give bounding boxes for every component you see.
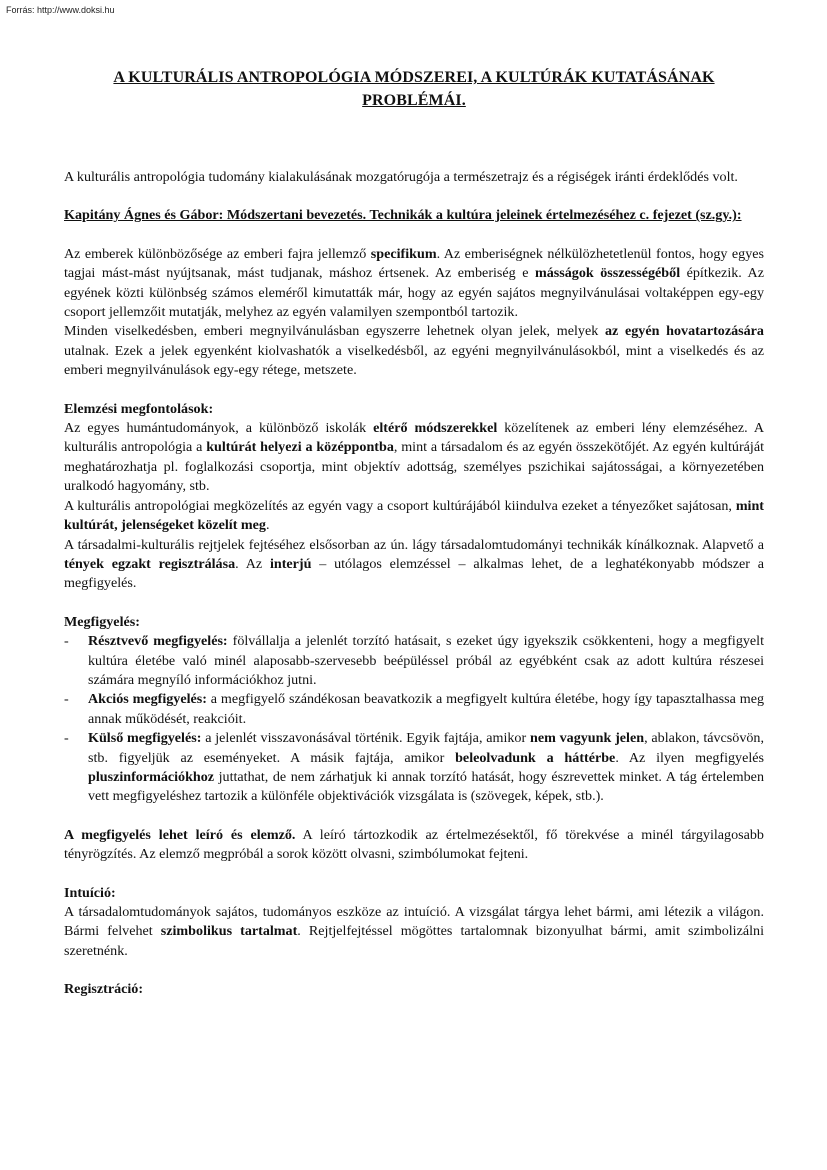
text-run: A társadalmi-kulturális rejtjelek fejtéséhez elsősorban az ún. lágy társadalomtudományi technikák kínálkoznak. Alapvető a <box>64 536 764 553</box>
paragraph-elemzesi-1 <box>64 419 764 497</box>
title-line-2: PROBLÉMÁI. <box>362 92 466 109</box>
dash-bullet: - <box>64 730 69 747</box>
text-run: . Az <box>235 555 270 572</box>
spacer <box>64 381 764 400</box>
paragraph-hovatartozas <box>64 322 764 380</box>
bold-run: kultúrát helyezi a középpontba <box>206 439 394 456</box>
text-run: , ablakon, távcsövön, stb. figyeljük az eseményeket. A másik fajtája, amikor <box>88 730 764 766</box>
intro-paragraph: A kulturális antropológia tudomány kialakulásának mozgatórugója a természetrajz és a régiségek iránti érdeklődés volt. <box>64 169 738 185</box>
bold-run: pluszinformációkhoz <box>88 768 215 785</box>
bold-run: tények egzakt regisztrálása <box>64 555 236 572</box>
bold-run: Résztvevő megfigyelés: <box>88 633 228 650</box>
text-run: , mint a társadalom és az egyén összekötőjét. Az egyén kultúráját meghatározhatja pl. foglalkozási csoportja, mint objektív adottság, személyes pszichikai sajátosságai, a környezetében uralkodó hagyomány, stb. <box>64 439 764 495</box>
bold-run: mint kultúrát, jelenségeket közelít meg <box>64 497 764 534</box>
text-run: utalnak. Ezek a jelek egyenként kiolvashatók a viselkedésből, az egyéni megnyilvánulásokból, mint a viselkedés és az emberi megnyilvánulások egy-egy rétege, metszete. <box>64 342 764 379</box>
text-run: A társadalomtudományok sajátos, tudományos eszköze az intuíció. A vizsgálat tárgya lehet bármi, ami létezik a világon. Bármi felvehet <box>64 904 764 940</box>
heading-regisztracio: Regisztráció: <box>64 981 144 998</box>
heading-megfigyeles: Megfigyelés: <box>64 613 140 630</box>
list-item <box>64 729 764 807</box>
spacer <box>64 961 764 980</box>
paragraph-specifikum <box>64 245 764 323</box>
bold-run: A megfigyelés lehet leíró és elemző. <box>64 826 296 843</box>
list-item <box>64 690 764 729</box>
spacer <box>64 594 764 613</box>
bold-run: interjú <box>269 555 312 572</box>
heading-intuicio: Intuíció: <box>64 884 116 901</box>
bold-run: Külső megfigyelés: <box>88 730 202 747</box>
paragraph-elemzesi-2 <box>64 497 764 536</box>
observation-list <box>64 632 764 807</box>
document-title <box>64 66 764 112</box>
text-run: . <box>265 517 270 534</box>
document-page <box>64 66 764 1000</box>
bold-run: az egyén hovatartozására <box>604 323 764 340</box>
text-run: Az egyes humántudományok, a különböző iskolák <box>64 420 374 437</box>
spacer <box>64 226 764 245</box>
text-run: közelítenek az emberi lény elemzéséhez. A kulturális antropológia a <box>64 420 765 456</box>
text-run: építkezik. Az egyének közti különbség számos eleméről kimutatták már, hogy az egyén sajátos megnyilvánulásai voltaképpen egy-egy csoport jellemzőit mutatják, melyhez az egyén valamilyen szempontból tartozik. <box>64 265 764 321</box>
heading-elemzesi: Elemzési megfontolások: <box>64 400 214 417</box>
bold-run: szimbolikus tartalmat <box>160 923 298 940</box>
bold-run: beleolvadunk a háttérbe <box>455 749 616 766</box>
text-run: . Rejtjelfejtéssel mögöttes tartalomnak bizonyulhat bármi, amit szimbolizálni szeretnénk. <box>64 923 764 959</box>
text-run: a megfigyelő szándékosan beavatkozik a megfigyelt kultúra életébe, hogy így tapasztalhassa meg annak működését, reakcióit. <box>88 691 764 727</box>
text-run: juttathat, de nem zárhatjuk ki annak torzító hatását, hogy észrevettek minket. A tág értelemben vett megfigyeléshez tartozik a különféle objektivációk vizsgálata is (szövegek, képek, stb.). <box>88 768 764 805</box>
spacer <box>64 187 764 206</box>
dash-bullet: - <box>64 691 69 708</box>
source-note: Forrás: http://www.doksi.hu <box>6 5 115 15</box>
list-item <box>64 632 764 690</box>
dash-bullet: - <box>64 633 69 650</box>
bold-run: specifikum <box>370 245 437 262</box>
paragraph-intuicio <box>64 903 764 961</box>
text-run: Az emberek különbözősége az emberi fajra jellemző <box>64 245 371 262</box>
spacer <box>64 865 764 884</box>
text-run: – utólagos elemzéssel – alkalmas lehet, de a leghatékonyabb módszer a megfigyelés. <box>64 555 764 592</box>
text-run: Minden viselkedésben, emberi megnyilvánulásban egyszerre lehetnek olyan jelek, melyek <box>64 323 605 340</box>
title-line-1: A KULTURÁLIS ANTROPOLÓGIA MÓDSZEREI, A KULTÚRÁK KUTATÁSÁNAK <box>113 69 715 86</box>
paragraph-elemzesi-3 <box>64 536 764 594</box>
text-run: . Az ilyen megfigyelés <box>615 749 764 766</box>
text-run: fölvállalja a jelenlét torzító hatásait, s ezeket úgy igyekszik csökkenteni, hogy a megfigyelt kultúra életébe való minél alaposabb-szervesebb beépüléssel próbál az egyébként csak az adott kultúra részesei számára megnyíló információkhoz jutni. <box>88 633 764 688</box>
section-heading: Kapitány Ágnes és Gábor: Módszertani bevezetés. Technikák a kultúra jeleinek értelmezéséhez c. fejezet (sz.gy.): <box>64 207 742 224</box>
bold-run: eltérő módszerekkel <box>373 420 498 437</box>
bold-run: Akciós megfigyelés: <box>88 691 207 708</box>
bold-run: másságok összességéből <box>535 265 681 282</box>
text-run: a jelenlét visszavonásával történik. Egyik fajtája, amikor <box>201 730 530 747</box>
text-run: . Az emberiségnek nélkülözhetetlenül fontos, hogy egyes tagjai mást-mást nyújtsanak, mást tudjanak, máshoz értsenek. Az emberiség e <box>64 245 764 282</box>
paragraph-leiro-elemzo <box>64 826 764 865</box>
text-run: A leíró tártozkodik az értelmezésektől, fő törekvése a minél tárgyilagosabb tényrögzítés. Az elemző megpróbál a sorok között olvasni, szimbólumokat fejteni. <box>64 826 764 863</box>
spacer <box>64 807 764 826</box>
text-run: A kulturális antropológiai megközelítés az egyén vagy a csoport kultúrájából kiindulva ezeket a tényezőket sajátosan, <box>64 497 736 514</box>
bold-run: nem vagyunk jelen <box>529 730 645 747</box>
